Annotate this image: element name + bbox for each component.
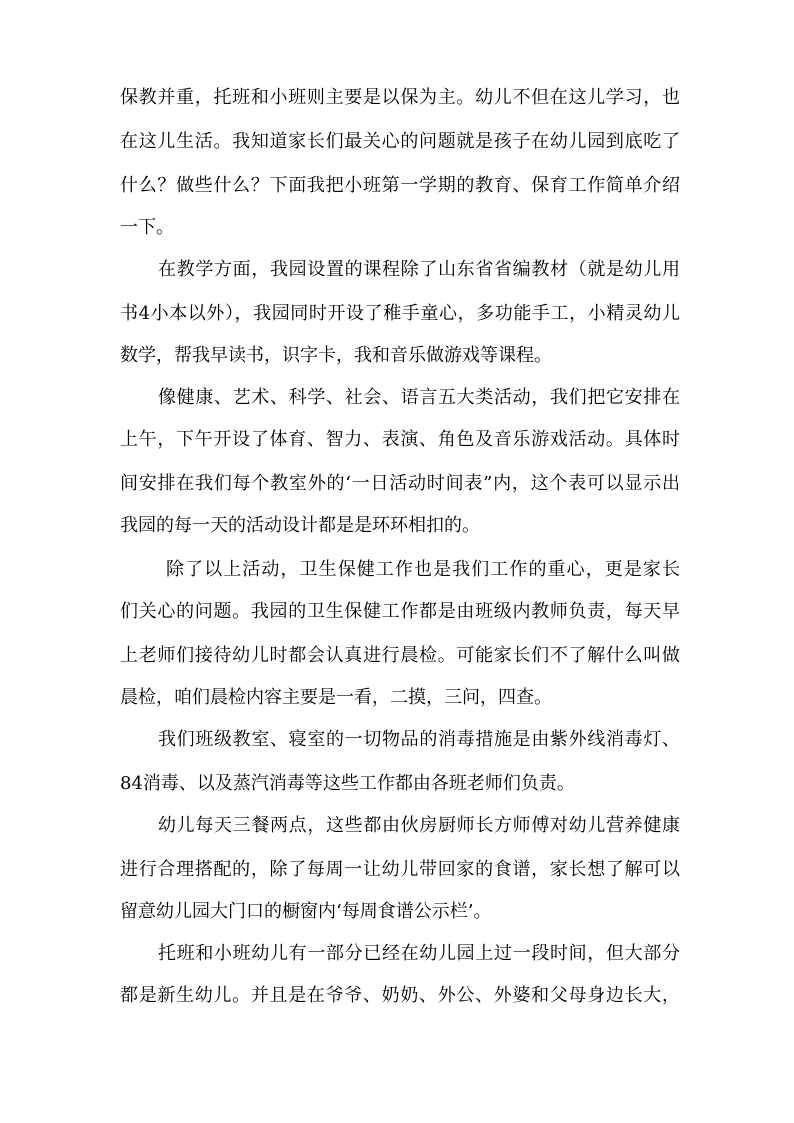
text-line: 数学，帮我早读书，识字卡，我和音乐做游戏等课程。	[120, 345, 552, 366]
text-line: 保教并重，托班和小班则主要是以保为主。幼儿不但在这儿学习，也	[120, 87, 680, 108]
text-line: 上老师们接待幼儿时都会认真进行晨检。可能家长们不了解什么叫做	[120, 645, 680, 666]
text-line: 进行合理搭配的，除了每周一让幼儿带回家的食谱，家长想了解可以	[120, 859, 680, 880]
text-line: 书4小本以外），我园同时开设了稚手童心，多功能手工，小精灵幼儿	[120, 303, 680, 324]
text-line: 晨检，咱们晨检内容主要是一看，二摸，三问，四查。	[120, 687, 552, 708]
text-line: 留意幼儿园大门口的橱窗内‘每周食谱公示栏’。	[120, 901, 492, 922]
text-line: 幼儿每天三餐两点，这些都由伙房厨师长方师傅对幼儿营养健康	[158, 815, 680, 836]
text-line: 托班和小班幼儿有一部分已经在幼儿园上过一段时间，但大部分	[158, 943, 680, 964]
text-line: 在这儿生活。我知道家长们最关心的问题就是孩子在幼儿园到底吃了	[120, 131, 680, 152]
text-line: 们关心的问题。我园的卫生保健工作都是由班级内教师负责，每天早	[120, 601, 680, 622]
text-line: 上午，下午开设了体育、智力、表演、角色及音乐游戏活动。具体时	[120, 429, 680, 450]
text-line: 一下。	[120, 217, 174, 238]
text-line: 84消毒、以及蒸汽消毒等这些工作都由各班老师们负责。	[120, 773, 575, 794]
text-line: 我们班级教室、寝室的一切物品的消毒措施是由紫外线消毒灯、	[158, 729, 680, 750]
text-line: 间安排在我们每个教室外的‘一日活动时间表”内，这个表可以显示出	[120, 473, 680, 494]
text-line: 都是新生幼儿。并且是在爷爷、奶奶、外公、外婆和父母身边长大，	[120, 985, 680, 1006]
text-line: 像健康、艺术、科学、社会、语言五大类活动，我们把它安排在	[158, 387, 680, 408]
text-line: 我园的每一天的活动设计都是是环环相扣的。	[120, 515, 480, 536]
text-line: 什么？做些什么？下面我把小班第一学期的教育、保育工作简单介绍	[120, 175, 680, 196]
text-line: 在教学方面，我园设置的课程除了山东省省编教材（就是幼儿用	[158, 259, 680, 280]
text-line: 除了以上活动，卫生保健工作也是我们工作的重心，更是家长	[166, 559, 680, 580]
